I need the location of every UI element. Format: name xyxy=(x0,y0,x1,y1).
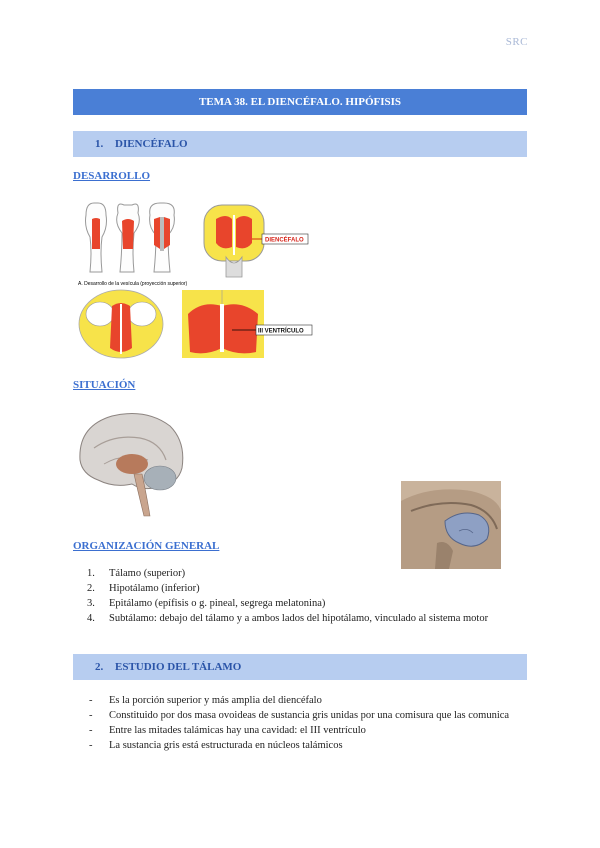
subheading-desarrollo: DESARROLLO xyxy=(73,170,151,182)
embryo-stage-1 xyxy=(86,203,107,272)
label-diencefalo: DIENCÉFALO xyxy=(265,237,304,244)
header-mark: SRC xyxy=(505,36,528,48)
list-marker: - xyxy=(89,710,93,721)
list-marker: 4. xyxy=(87,613,95,624)
brain-coronal-figure-2 xyxy=(182,290,322,358)
list-marker: 1. xyxy=(87,568,95,579)
list-text: Hipotálamo (inferior) xyxy=(109,583,200,594)
list-text: Constituido por dos masa ovoideas de sustancia gris unidas por una comisura que las comunica xyxy=(109,710,510,721)
list-item xyxy=(73,724,527,738)
list-item xyxy=(73,611,527,626)
list-text: Epitálamo (epífisis o g. pineal, segrega melatonina) xyxy=(109,598,326,609)
list-text: Es la porción superior y más amplia del diencéfalo xyxy=(109,695,322,706)
list-item xyxy=(73,694,527,708)
development-figure xyxy=(76,197,316,287)
list-text: Subtálamo: debajo del tálamo y a ambos lados del hipotálamo, vinculado al sistema motor xyxy=(109,613,489,624)
section-label: DIENCÉFALO xyxy=(115,138,188,150)
subheading-situacion: SITUACIÓN xyxy=(73,379,136,391)
list-item xyxy=(73,739,527,753)
list-marker: - xyxy=(89,695,93,706)
list-marker: 2. xyxy=(87,583,95,594)
embryo-stage-4 xyxy=(204,205,264,277)
talamo-list xyxy=(73,694,527,754)
list-item xyxy=(73,566,527,581)
label-iii-ventriculo: III VENTRÍCULO xyxy=(258,328,304,335)
list-marker: - xyxy=(89,740,93,751)
list-item xyxy=(73,596,527,611)
subheading-organizacion: ORGANIZACIÓN GENERAL xyxy=(73,540,220,552)
page-title: TEMA 38. EL DIENCÉFALO. HIPÓFISIS xyxy=(73,89,527,115)
list-item xyxy=(73,581,527,596)
brain-coronal-figure-1 xyxy=(76,288,166,360)
embryo-stage-3 xyxy=(150,203,175,272)
sagittal-brain-figure xyxy=(74,408,186,518)
section-number: 2. xyxy=(95,661,104,673)
section-heading-1 xyxy=(73,131,527,157)
embryo-stage-2 xyxy=(117,204,140,272)
section-label: ESTUDIO DEL TÁLAMO xyxy=(115,661,242,673)
list-text: La sustancia gris está estructurada en núcleos talámicos xyxy=(109,740,343,751)
list-text: Tálamo (superior) xyxy=(109,568,186,579)
list-item xyxy=(73,709,527,723)
section-number: 1. xyxy=(95,138,104,150)
section-heading-2 xyxy=(73,654,527,680)
list-marker: - xyxy=(89,725,93,736)
list-marker: 3. xyxy=(87,598,95,609)
figure-caption: A. Desarrollo de la vesícula (proyección superior) xyxy=(78,281,188,287)
mri-brain-figure xyxy=(401,481,501,569)
list-text: Entre las mitades talámicas hay una cavidad: el III ventrículo xyxy=(109,725,366,736)
organizacion-list xyxy=(73,566,527,626)
